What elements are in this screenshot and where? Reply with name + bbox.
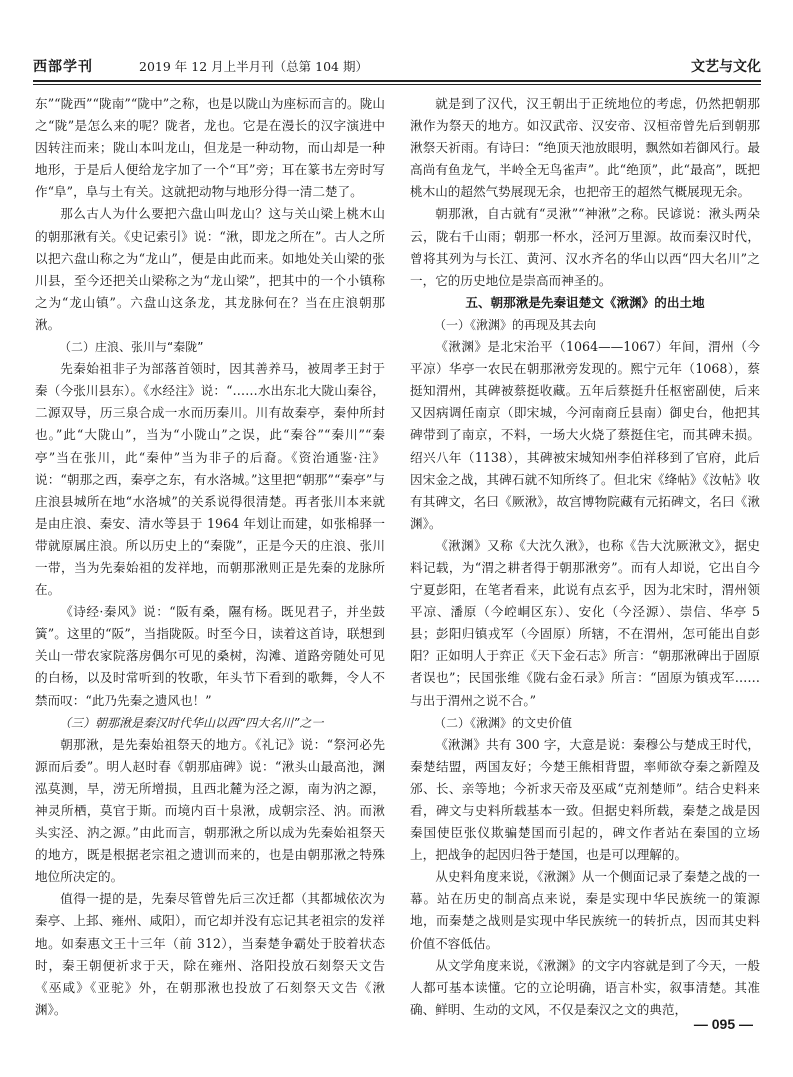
left-column [35,93,385,1035]
paragraph: 从文学角度来说，《湫渊》的文字内容就是到了今天，一般人都可基本读懂。它的立论明确，语言朴实，叙事清楚。其准确、鲜明、生动的文风，不仅是秦汉之文的典范， [410,957,760,1017]
section-heading: （二）庄浪、张川与“秦陇” [59,340,204,355]
paragraph: 《湫渊》共有 300 字，大意是说：秦穆公与楚成王时代，秦楚结盟，两国友好；今楚王熊相背盟，率师欲夺秦之新隍及邠、长、亲等地；今祈求天帝及巫咸“克剂楚师”。结合史料来看，碑文与史料所载基本一致。但据史料所载，秦楚之战是因秦国使臣张仪欺骗楚国而引起的，碑文作者站在秦国的立场上，把战争的起因归咎于楚国，也是可以理解的。 [410,736,760,863]
page-number: — 095 — [693,1016,753,1032]
paragraph: 那么古人为什么要把六盘山叫龙山？这与关山梁上桃木山的朝那湫有关。《史记索引》说：“湫，即龙之所在”。古人之所以把六盘山称之为“龙山”，便是由此而来。如地处关山梁的张川县，至今还把关山梁称之为“龙山梁”，把其中的一个小镇称之为“龙山镇”。六盘山这条龙，其龙脉何在？当在庄浪朝那湫。 [35,206,385,332]
paragraph: 从史料角度来说，《湫渊》从一个侧面记录了秦楚之战的一幕。站在历史的制高点来说，秦是实现中华民族统一的策源地，而秦楚之战则是实现中华民族统一的转折点，因而其史料价值不容低估。 [410,869,760,951]
section-heading: （二）《湫渊》的文史价值 [434,715,573,730]
section-heading: （三）朝那湫是秦汉时代华山以西“四大名川”之一 [59,715,324,730]
right-column [410,93,760,1035]
paragraph: 《湫渊》是北宋治平（1064——1067）年间，渭州（今平凉）华亭一农民在朝那湫旁发现的。熙宁元年（1068），蔡挺知渭州，其碑被蔡挺收藏。五年后蔡挺升任枢密副使，后来又因病调任南京（即宋城，今河南商丘县南）御史台，他把其碑带到了南京，不料，一场大火烧了蔡挺住宅，而其碑未损。绍兴八年（1138），其碑被宋城知州李伯祥移到了官府，此后因宋金之战，其碑石就不知所终了。但北宋《绛帖》《汝帖》收有其碑文，名曰《厥湫》，故宫博物院藏有元拓碑文，名曰《湫渊》。 [410,339,760,531]
paragraph: 《湫渊》又称《大沈久湫》，也称《告大沈厥湫文》，据史料记载，为“渭之耕者得于朝那湫旁”。而有人却说，它出自今宁夏彭阳，在笔者看来，此说有点玄乎，因为北宋时，渭州领平凉、潘原（今崆峒区东）、安化（今泾源）、崇信、华亭 5 县；彭阳归镇戎军（今固原）所辖，不在渭州，怎可能出自彭阳？正如明人于弈正《天下金石志》所言：“朝那湫碑出于固原者误也”；民国张维《陇右金石录》所言：“固原为镇戎军……与出于渭州之说不合。” [410,537,760,708]
paragraph: 朝那湫，自古就有“灵湫”“神湫”之称。民谚说：湫头两朵云，陇右千山雨；朝那一杯水，泾河万里源。故而秦汉时代，曾将其列为与长江、黄河、汉水齐名的华山以西“四大名川”之一，它的历史地位是崇高而神圣的。 [410,206,760,288]
paragraph: 东”“陇西”“陇南”“陇中”之称，也是以陇山为座标而言的。陇山之“陇”是怎么来的呢？陇者，龙也。它是在漫长的汉字演进中因转注而来；陇山本叫龙山，但龙是一种动物，而山却是一种地形，于是后人便给龙字加了一个“耳”旁；耳在篆书左旁时写作“阜”，阜与土有关。这就把动物与地形分得一清二楚了。 [35,96,385,200]
section-heading: 五、朝那湫是先秦诅楚文《湫渊》的出土地 [465,294,705,310]
paragraph: 朝那湫，是先秦始祖祭天的地方。《礼记》说：“祭河必先源而后委”。明人赵时春《朝那庙碑》说：“湫头山最高池，渊泓莫测，旱，涝无所增损，且西北麓为泾之源，南为汭之源，神灵所栖，莫官于斯。而境内百十泉湫，成朝宗泾、汭。而湫头实泾、汭之源。”由此而言，朝那湫之所以成为先秦始祖祭天的地方，既是根据老宗祖之遗训而来的，也是由朝那湫之特殊地位所决定的。 [35,736,385,885]
running-header [33,54,761,78]
section-title: 文艺与文化 [691,59,761,75]
section-heading: （一）《湫渊》的再现及其去向 [434,317,597,332]
issue-info: 2019 年 12 月上半月刊（总第 104 期） [139,59,368,74]
header-rule [33,80,761,82]
paragraph: 值得一提的是，先秦尽管曾先后三次迁都（其都城依次为秦亭、上邽、雍州、咸阳），而它却并没有忘记其老祖宗的发祥地。如秦惠文王十三年（前 312），当秦楚争霸处于胶着状态时，秦王朝便祈求于天，除在雍州、洛阳投放石刻祭天文告《巫咸》《亚驼》外，在朝那湫也投放了石刻祭天文告《湫渊》。 [35,891,385,1017]
paragraph: 就是到了汉代，汉王朝出于正统地位的考虑，仍然把朝那湫作为祭天的地方。如汉武帝、汉安帝、汉桓帝曾先后到朝那湫祭天祈雨。有诗曰：“绝顶天池放眼明，飘然如若御风行。最高尚有鱼龙气，半岭全无鸟雀声”。此“绝顶”，此“最高”，既把桃木山的超然气势展现无余，也把帝王的超然气概展现无余。 [410,96,760,200]
header-rule-thin [33,84,761,85]
paragraph: 先秦始祖非子为部落首领时，因其善养马，被周孝王封于秦（今张川县东）。《水经注》说：“……水出东北大陇山秦谷，二源双导，历三泉合成一水而历秦川。川有故秦亭，秦仲所封也。”此“大陇山”，当为“小陇山”之误，此“秦谷”“秦川”“秦亭”当在张川，此“秦仲”当为非子的后裔。《资治通鉴·注》说：“朝那之西，秦亭之东，有水洛城。”这里把“朝那”“秦亭”与庄浪县城所在地“水洛城”的关系说得很清楚。再者张川本来就是由庄浪、秦安、清水等县于 1964 年划让而建，如张棉驿一带就原属庄浪。所以历史上的“秦陇”，正是今天的庄浪、张川一带，当为先秦始祖的发祥地，而朝那湫则正是先秦的龙脉所在。 [35,361,385,598]
paragraph: 《诗经·秦风》说：“阪有桑，隰有杨。既见君子，并坐鼓簧”。这里的“阪”，当指陇阪。时至今日，读着这首诗，联想到关山一带农家院落房偶尔可见的桑树，沟滩、道路旁随处可见的白杨，以及时常听到的牧歌，年头节下看到的歌舞，令人不禁而叹：“此乃先秦之遗风也！” [35,604,385,708]
journal-name: 西部学刊 [33,59,93,75]
